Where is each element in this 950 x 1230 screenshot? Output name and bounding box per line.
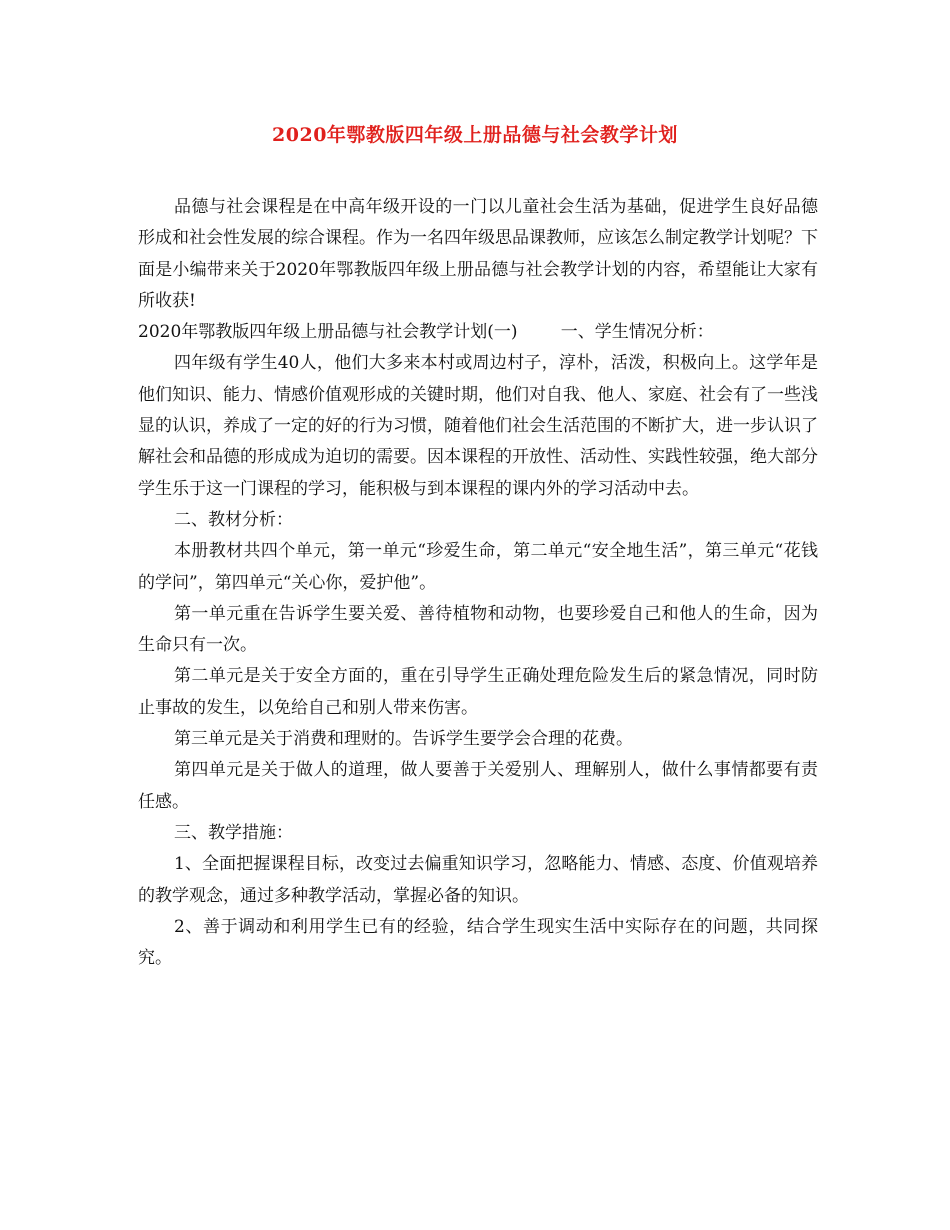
plan-heading: 2020年鄂教版四年级上册品德与社会教学计划(一) (138, 322, 518, 343)
document-body (138, 192, 818, 974)
section2-paragraph-1: 本册教材共四个单元，第一单元“珍爱生命，第二单元“安全地生活”，第三单元“花钱的学问”，第四单元“关心你，爱护他”。 (138, 541, 818, 593)
intro-paragraph: 品德与社会课程是在中高年级开设的一门以儿童社会生活为基础，促进学生良好品德形成和社会性发展的综合课程。作为一名四年级思品课教师，应该怎么制定教学计划呢？下面是小编带来关于2020年鄂教版四年级上册品德与社会教学计划的内容，希望能让大家有所收获! (138, 197, 818, 311)
plan-heading-line (138, 317, 818, 348)
section3-heading: 三、教学措施： (174, 822, 293, 843)
section3-item-1: 1、全面把握课程目标，改变过去偏重知识学习，忽略能力、情感、态度、价值观培养的教学观念，通过多种教学活动，掌握必备的知识。 (138, 854, 818, 906)
section2-paragraph-2: 第一单元重在告诉学生要关爱、善待植物和动物，也要珍爱自己和他人的生命，因为生命只有一次。 (138, 603, 818, 656)
document-title: 2020年鄂教版四年级上册品德与社会教学计划 (272, 124, 678, 146)
section2-paragraph-4: 第三单元是关于消费和理财的。告诉学生要学会合理的花费。 (174, 729, 633, 750)
section3-item-2: 2、善于调动和利用学生已有的经验，结合学生现实生活中实际存在的问题，共同探究。 (138, 916, 818, 969)
section1-heading: 一、学生情况分析： (560, 322, 714, 343)
section1-paragraph: 四年级有学生40人，他们大多来本村或周边村子，淳朴，活泼，积极向上。这学年是他们知识、能力、情感价值观形成的关键时期，他们对自我、他人、家庭、社会有了一些浅显的认识，养成了一定的好的行为习惯，随着他们社会生活范围的不断扩大，进一步认识了解社会和品德的形成成为迫切的需要。因本课程的开放性、活动性、实践性较强，绝大部分学生乐于这一门课程的学习，能积极与到本课程的课内外的学习活动中去。 (138, 353, 818, 499)
section2-paragraph-5: 第四单元是关于做人的道理，做人要善于关爱别人、理解别人，做什么事情都要有责任感。 (138, 760, 818, 812)
section2-heading: 二、教材分析： (174, 509, 293, 530)
section2-paragraph-3: 第二单元是关于安全方面的，重在引导学生正确处理危险发生后的紧急情况，同时防止事故的发生，以免给自己和别人带来伤害。 (138, 666, 818, 718)
